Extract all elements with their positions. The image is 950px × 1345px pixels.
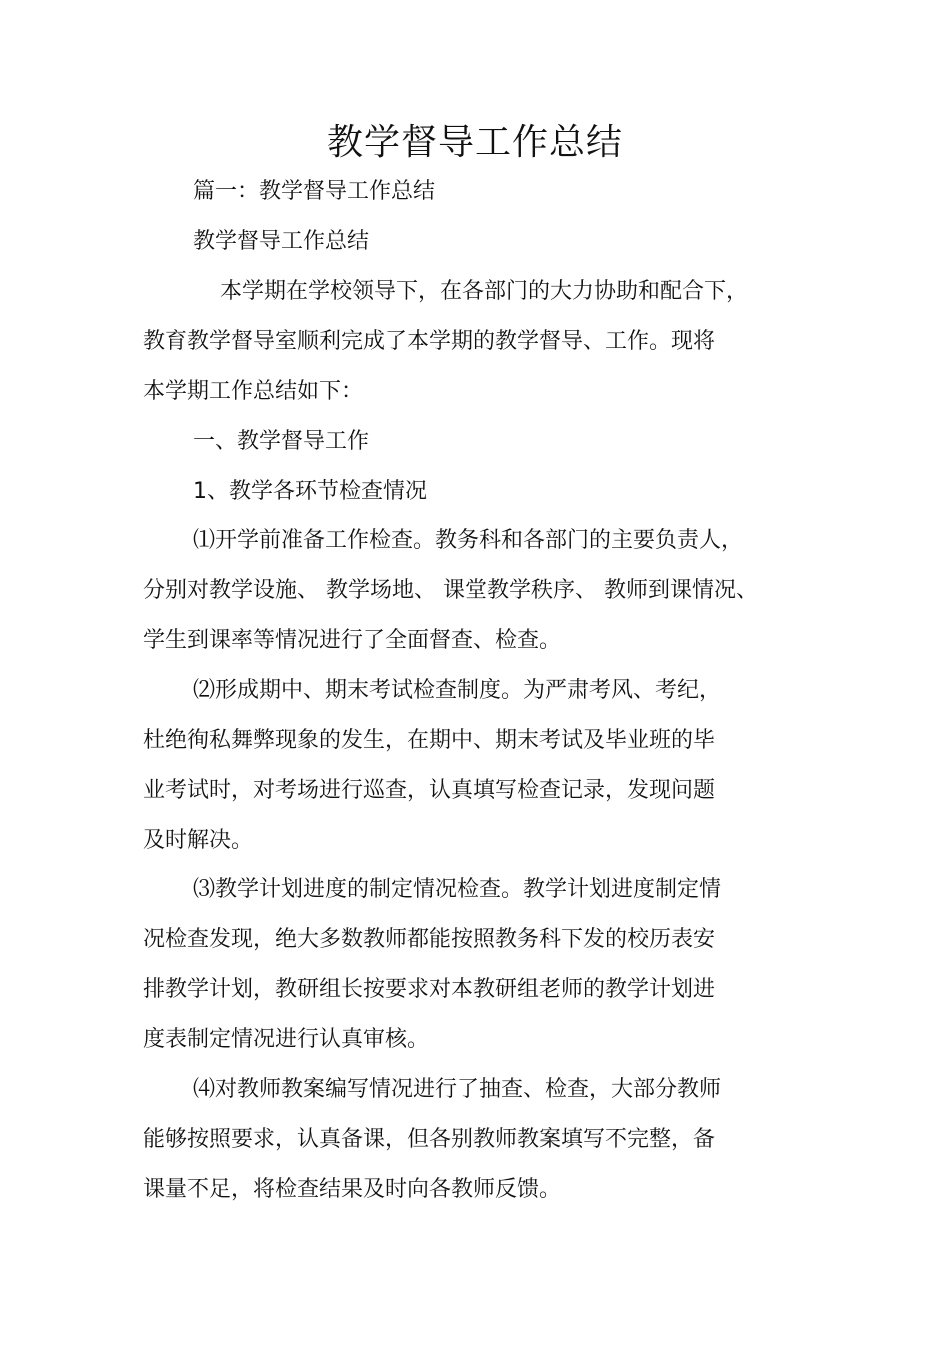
paragraph-line: 及时解决。 <box>143 828 254 853</box>
paragraph-line: 排教学计划，教研组长按要求对本教研组老师的教学计划进 <box>143 977 716 1002</box>
paragraph-line: 分别对教学设施、 教学场地、 课堂教学秩序、 教师到课情况、 <box>143 578 758 603</box>
document-title: 教学督导工作总结 <box>326 122 623 163</box>
section-heading-part-one: 篇一：教学督导工作总结 <box>193 179 436 204</box>
subsection-heading-line: 1、教学各环节检查情况 <box>193 479 427 504</box>
paragraph-line: ⑶教学计划进度的制定情况检查。教学计划进度制定情 <box>193 877 722 902</box>
paragraph-line: 业考试时，对考场进行巡查，认真填写检查记录，发现问题 <box>143 778 716 803</box>
paragraph-line: ⑷对教师教案编写情况进行了抽查、检查，大部分教师 <box>193 1077 722 1102</box>
paragraph-line: ⑴开学前准备工作检查。教务科和各部门的主要负责人， <box>193 528 744 553</box>
paragraph-line: 能够按照要求，认真备课，但各别教师教案填写不完整，备 <box>143 1127 716 1152</box>
paragraph-line: 课量不足，将检查结果及时向各教师反馈。 <box>143 1177 562 1202</box>
paragraph-line: 本学期工作总结如下： <box>143 379 364 404</box>
paragraph-line: 度表制定情况进行认真审核。 <box>143 1027 430 1052</box>
paragraph-line: 杜绝徇私舞弊现象的发生，在期中、期末考试及毕业班的毕 <box>143 728 716 753</box>
subtitle-line: 教学督导工作总结 <box>193 229 370 254</box>
paragraph-line: 教育教学督导室顺利完成了本学期的教学督导、工作。现将 <box>143 329 716 354</box>
paragraph-line: ⑵形成期中、期末考试检查制度。为严肃考风、考纪， <box>193 678 722 703</box>
section-heading-line: 一、教学督导工作 <box>193 429 370 454</box>
paragraph-line: 学生到课率等情况进行了全面督查、检查。 <box>143 628 562 653</box>
paragraph-line: 本学期在学校领导下，在各部门的大力协助和配合下， <box>220 279 749 304</box>
paragraph-line: 况检查发现，绝大多数教师都能按照教务科下发的校历表安 <box>143 927 716 952</box>
